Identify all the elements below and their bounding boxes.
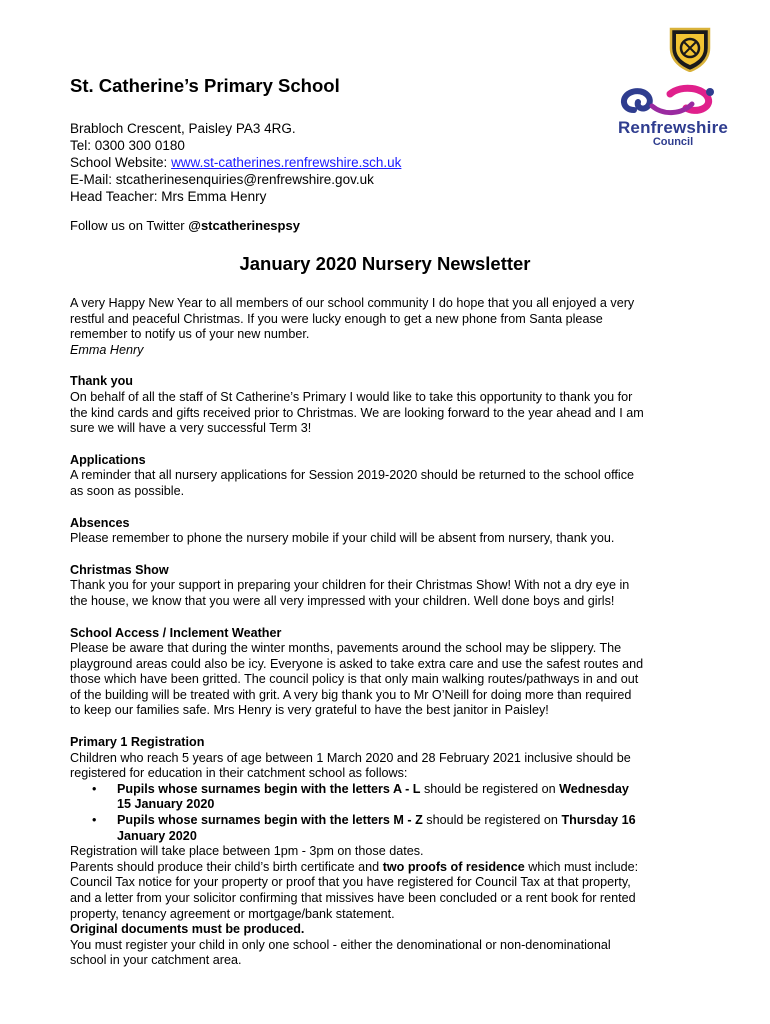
section-heading-thank-you: Thank you [70,374,133,389]
text-run: Parents should produce their child’s birth certificate and [70,859,383,874]
paragraph-line: On behalf of all the staff of St Catherine’s Primary I would like to take this opportunity to thank you for [70,389,633,404]
paragraph-line: You must register your child in only one school - either the denominational or non-denominational [70,937,611,952]
paragraph-line: A reminder that all nursery applications for Session 2019-2020 should be returned to the school office [70,468,635,483]
bullet-icon: • [92,781,97,796]
paragraph-line: the kind cards and gifts received prior to Christmas. We are looking forward to the year ahead and I am [70,405,644,420]
twitter-handle: @stcatherinespsy [188,218,300,233]
paragraph-line: Registration will take place between 1pm - 3pm on those dates. [70,844,424,859]
section-heading-absences: Absences [70,515,130,530]
paragraph-line: of the building will be treated with grit. A very big thank you to Mr O’Neill for doing more than required [70,687,632,702]
section-heading-school-access: School Access / Inclement Weather [70,625,282,640]
paragraph-line: playground areas could also be icy. Everyone is asked to take extra care and use the safest routes and [70,656,644,671]
signature: Emma Henry [70,342,144,357]
paragraph-line: Council Tax notice for your property or proof that you have registered for Council Tax at that property, [70,875,631,890]
newsletter-title: January 2020 Nursery Newsletter [239,253,531,274]
website-line [70,154,401,171]
paragraph-line: Children who reach 5 years of age between 1 March 2020 and 28 February 2021 inclusive should be [70,750,631,765]
website-label: School Website: [70,155,172,170]
newsletter-body [70,296,720,969]
council-subtitle: Council [652,136,694,148]
bullet-date: 15 January 2020 [117,797,215,812]
paragraph-line: Please be aware that during the winter months, pavements around the school may be slippery. The [70,641,622,656]
bullet-bold: Pupils whose surnames begin with the letters M - Z [117,813,423,828]
telephone: Tel: 0300 300 0180 [70,138,185,153]
section-heading-p1-registration: Primary 1 Registration [70,735,205,750]
school-crest-icon [668,26,712,72]
contact-block [70,120,401,205]
paragraph-line: Thank you for your support in preparing your children for their Christmas Show! With not a dry eye in [70,578,630,593]
paragraph-line: sure we will have a very successful Term 3! [70,421,312,436]
paragraph-line: to keep our families safe. Mrs Henry is very grateful to have the best janitor in Paisley! [70,703,549,718]
intro-line: remember to notify us of your new number. [70,327,310,342]
paragraph-line: Please remember to phone the nursery mobile if your child will be absent from nursery, thank you. [70,531,615,546]
text-run-bold: two proofs of residence [382,859,525,874]
school-name: St. Catherine’s Primary School [70,75,340,96]
paragraph-line: the house, we know that you were all very impressed with your children. Well done boys and girls! [70,593,615,608]
bullet-date: January 2020 [117,828,197,843]
bullet-bold: Pupils whose surnames begin with the letters A - L [117,781,421,796]
bullet-date: Thursday 16 [561,813,636,828]
email: E-Mail: stcatherinesenquiries@renfrewshire.gov.uk [70,172,374,187]
paragraph-line [70,860,720,876]
intro-line: A very Happy New Year to all members of our school community I do hope that you all enjoyed a very [70,296,635,310]
address: Brabloch Crescent, Paisley PA3 4RG. [70,121,296,136]
bullet-date: Wednesday [559,781,629,796]
paragraph-line: those which have been gritted. The council policy is that only main walking routes/pathways in and out [70,672,639,687]
bullet-text: should be registered on [420,781,560,796]
council-swirl-icon [612,80,734,120]
paragraph-line: school in your catchment area. [70,953,242,968]
intro-line: restful and peaceful Christmas. If you were lucky enough to get a new phone from Santa please [70,311,603,326]
section-heading-applications: Applications [70,452,146,467]
list-item [70,813,720,844]
twitter-line [70,218,300,233]
paragraph-line: registered for education in their catchment school as follows: [70,766,408,781]
paragraph-line: property, tenancy agreement or mortgage/bank statement. [70,906,395,921]
registration-list [70,782,720,844]
text-run: which must include: [524,859,639,874]
council-name: Renfrewshire [617,118,729,137]
head-teacher: Head Teacher: Mrs Emma Henry [70,189,267,204]
paragraph-line: and a letter from your solicitor confirming that missives have been concluded or a rent book for rented [70,891,636,905]
website-link[interactable]: www.st-catherines.renfrewshire.sch.uk [171,155,402,170]
council-logo [612,80,734,152]
paragraph-line-bold: Original documents must be produced. [70,922,305,937]
list-item [70,782,720,813]
twitter-prefix: Follow us on Twitter [70,218,189,233]
section-heading-christmas-show: Christmas Show [70,562,169,577]
bullet-text: should be registered on [422,813,562,828]
bullet-icon: • [92,813,97,828]
paragraph-line: as soon as possible. [70,483,185,498]
